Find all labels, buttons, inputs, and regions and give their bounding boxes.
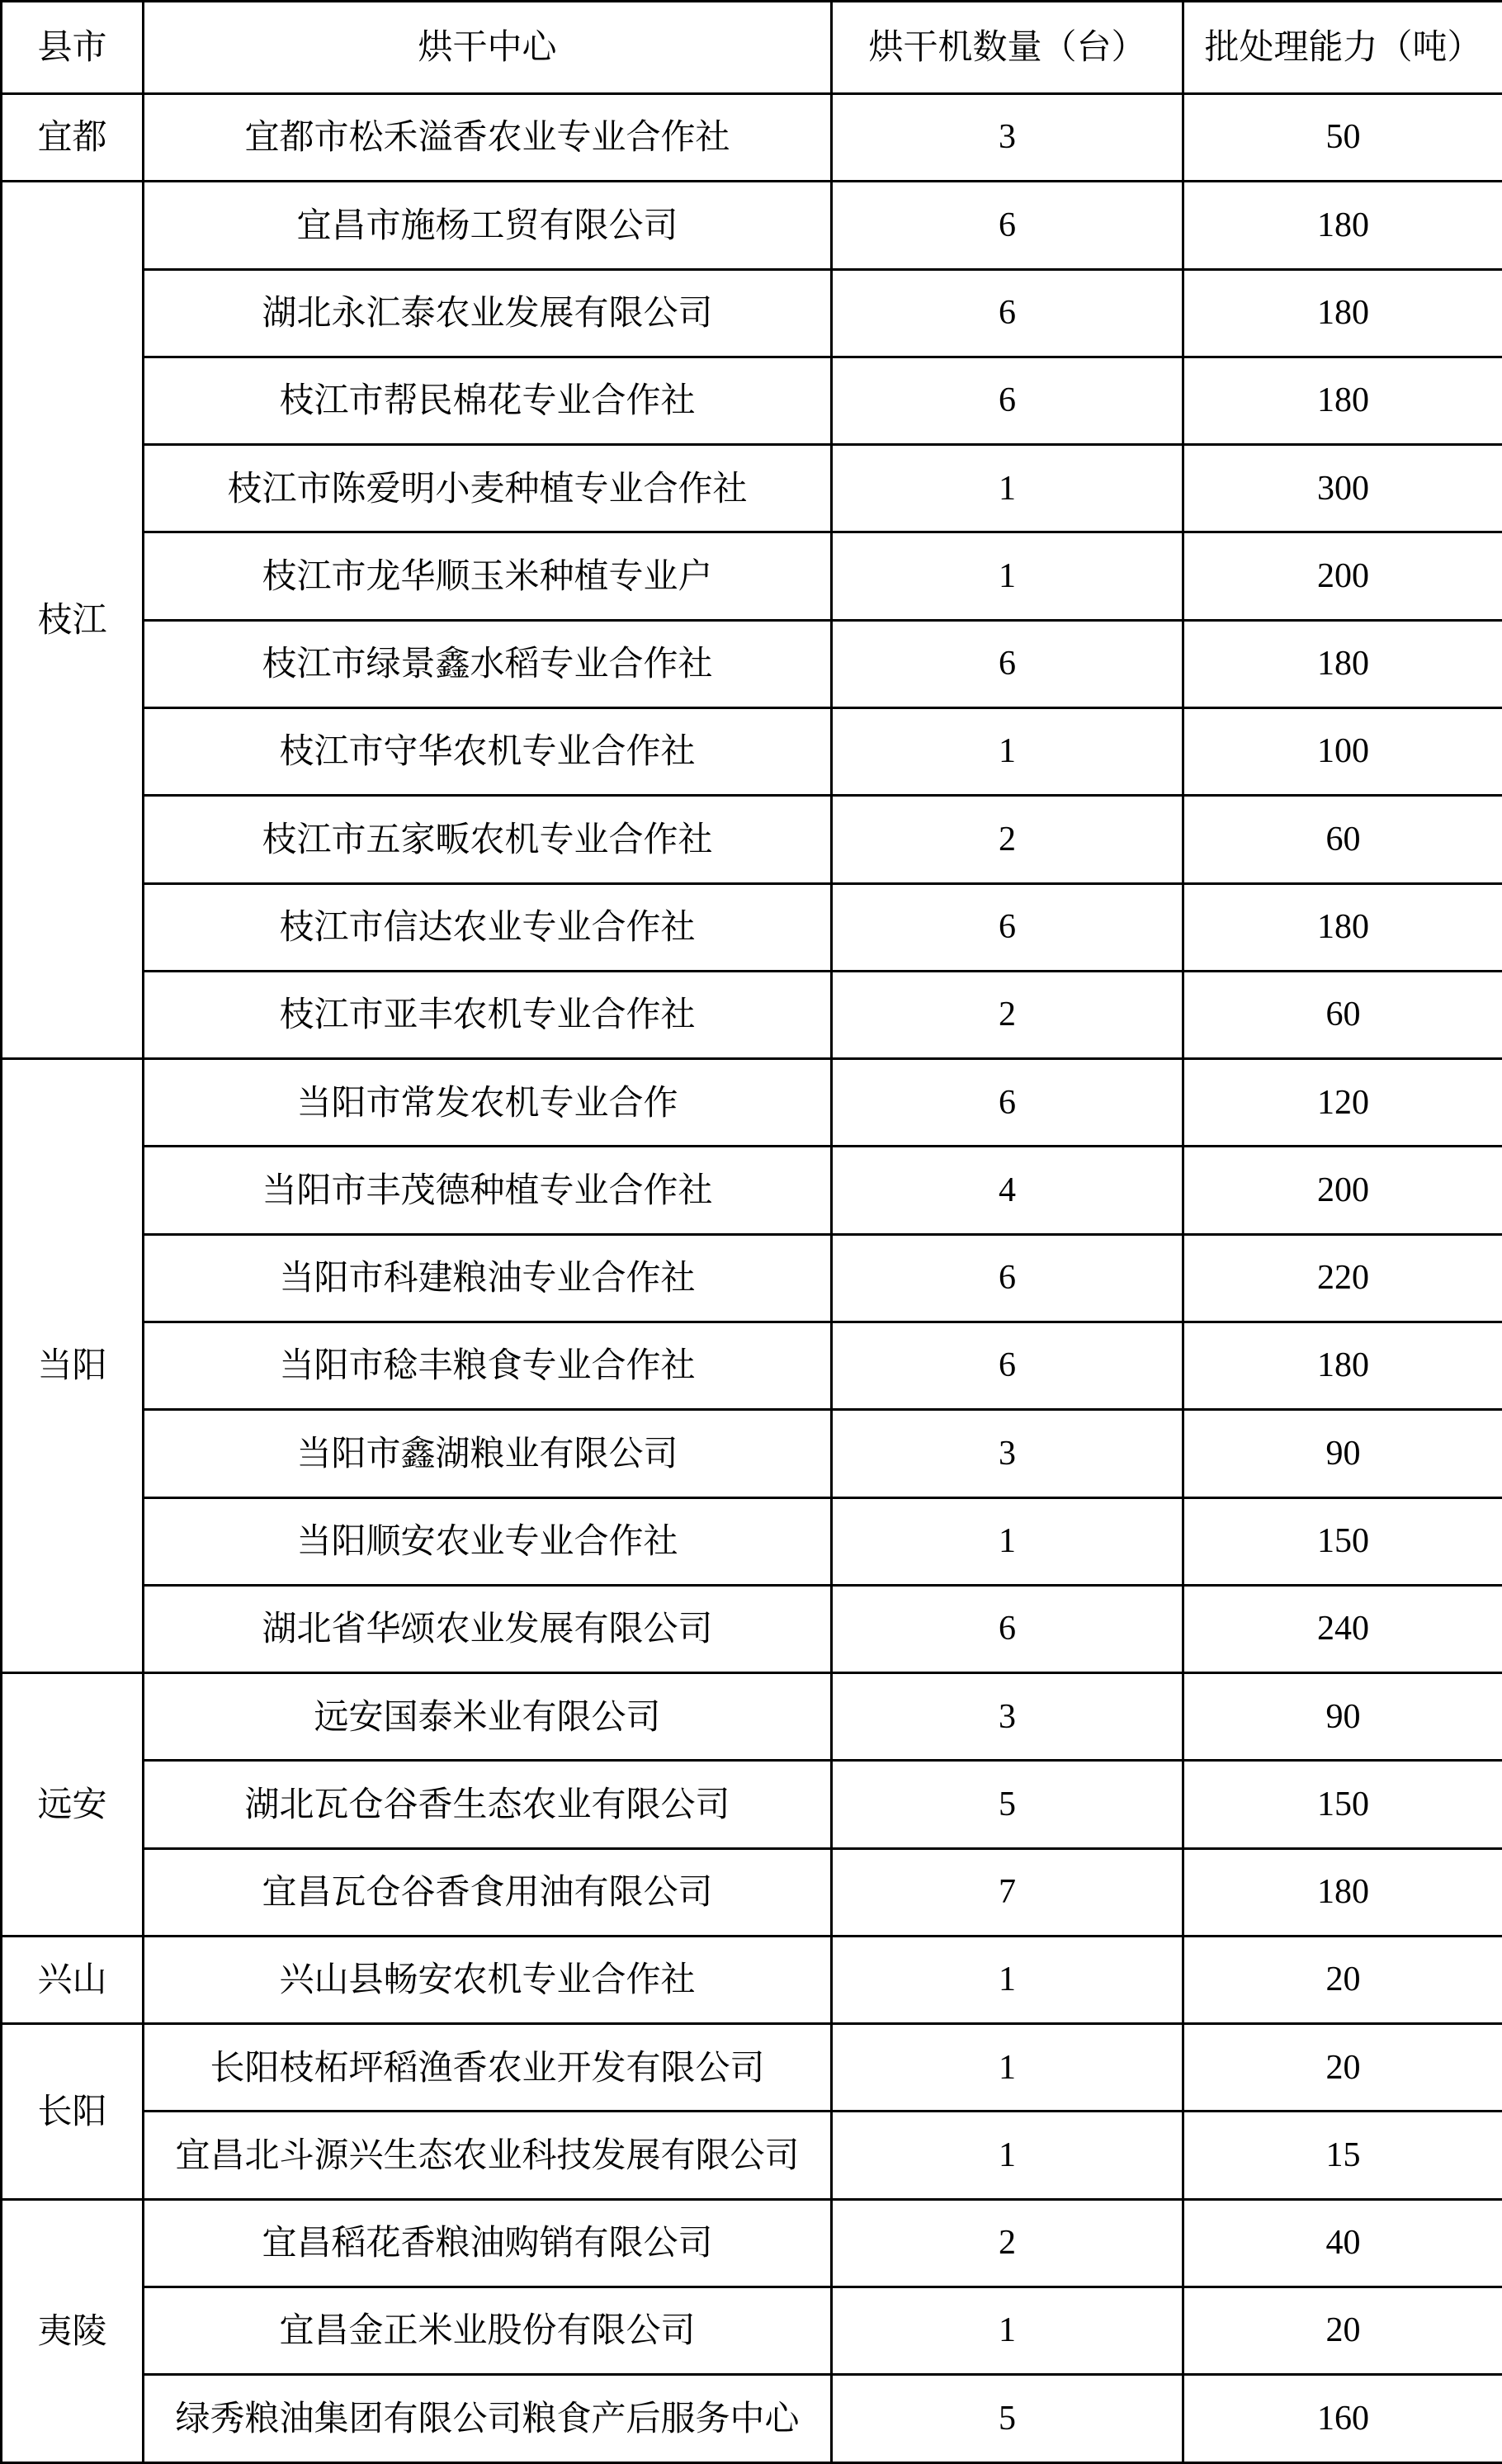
capacity-cell: 60 <box>1183 971 1502 1058</box>
table-row <box>2 182 1502 269</box>
capacity-cell: 180 <box>1183 357 1502 444</box>
capacity-cell: 20 <box>1183 2024 1502 2112</box>
capacity-cell: 100 <box>1183 707 1502 795</box>
table-row <box>2 1147 1502 1234</box>
capacity-cell: 180 <box>1183 620 1502 707</box>
dryer-count-cell: 6 <box>832 883 1183 971</box>
table-row <box>2 971 1502 1058</box>
header-row <box>2 2 1502 94</box>
center-name-cell: 宜昌瓦仓谷香食用油有限公司 <box>144 1848 832 1936</box>
center-name-cell: 宜昌稻花香粮油购销有限公司 <box>144 2199 832 2287</box>
county-cell: 长阳 <box>2 2024 144 2200</box>
table-row <box>2 796 1502 883</box>
table-header <box>2 2 1502 94</box>
dryer-count-cell: 6 <box>832 1059 1183 1147</box>
table-row <box>2 2112 1502 2199</box>
capacity-cell: 20 <box>1183 2287 1502 2375</box>
table-row <box>2 2287 1502 2375</box>
capacity-cell: 220 <box>1183 1234 1502 1322</box>
capacity-cell: 300 <box>1183 445 1502 532</box>
dryer-count-cell: 3 <box>832 1410 1183 1497</box>
capacity-cell: 200 <box>1183 1147 1502 1234</box>
dryer-count-cell: 6 <box>832 1234 1183 1322</box>
center-name-cell: 枝江市守华农机专业合作社 <box>144 707 832 795</box>
dryer-count-cell: 1 <box>832 1936 1183 2023</box>
table-row <box>2 1410 1502 1497</box>
dryer-count-cell: 1 <box>832 2024 1183 2112</box>
capacity-cell: 240 <box>1183 1585 1502 1672</box>
center-name-cell: 枝江市陈爱明小麦种植专业合作社 <box>144 445 832 532</box>
dryer-count-cell: 6 <box>832 269 1183 357</box>
center-name-cell: 当阳顺安农业专业合作社 <box>144 1497 832 1585</box>
county-cell: 远安 <box>2 1673 144 1937</box>
center-name-cell: 湖北瓦仓谷香生态农业有限公司 <box>144 1761 832 1848</box>
table-row <box>2 620 1502 707</box>
dryer-count-cell: 6 <box>832 1322 1183 1409</box>
county-cell: 夷陵 <box>2 2199 144 2462</box>
dryer-count-cell: 1 <box>832 707 1183 795</box>
dryer-count-cell: 6 <box>832 182 1183 269</box>
center-name-cell: 湖北永汇泰农业发展有限公司 <box>144 269 832 357</box>
center-name-cell: 兴山县畅安农机专业合作社 <box>144 1936 832 2023</box>
table-row <box>2 1585 1502 1672</box>
header-capacity: 批处理能力（吨） <box>1183 2 1502 94</box>
capacity-cell: 60 <box>1183 796 1502 883</box>
table-row <box>2 1497 1502 1585</box>
center-name-cell: 宜昌北斗源兴生态农业科技发展有限公司 <box>144 2112 832 2199</box>
dryer-count-cell: 2 <box>832 971 1183 1058</box>
center-name-cell: 当阳市鑫湖粮业有限公司 <box>144 1410 832 1497</box>
dryer-count-cell: 1 <box>832 1497 1183 1585</box>
table-row <box>2 1322 1502 1409</box>
capacity-cell: 120 <box>1183 1059 1502 1147</box>
center-name-cell: 长阳枝柘坪稻渔香农业开发有限公司 <box>144 2024 832 2112</box>
table-row <box>2 532 1502 620</box>
center-name-cell: 当阳市常发农机专业合作 <box>144 1059 832 1147</box>
dryer-count-cell: 3 <box>832 94 1183 182</box>
capacity-cell: 15 <box>1183 2112 1502 2199</box>
table-row <box>2 94 1502 182</box>
dryer-count-cell: 1 <box>832 445 1183 532</box>
capacity-cell: 40 <box>1183 2199 1502 2287</box>
table-row <box>2 1673 1502 1761</box>
center-name-cell: 枝江市绿景鑫水稻专业合作社 <box>144 620 832 707</box>
center-name-cell: 绿秀粮油集团有限公司粮食产后服务中心 <box>144 2375 832 2463</box>
capacity-cell: 150 <box>1183 1761 1502 1848</box>
dryer-count-cell: 2 <box>832 2199 1183 2287</box>
capacity-cell: 200 <box>1183 532 1502 620</box>
table-row <box>2 1059 1502 1147</box>
table-row <box>2 1936 1502 2023</box>
capacity-cell: 180 <box>1183 1322 1502 1409</box>
center-name-cell: 枝江市五家畈农机专业合作社 <box>144 796 832 883</box>
center-name-cell: 枝江市亚丰农机专业合作社 <box>144 971 832 1058</box>
capacity-cell: 150 <box>1183 1497 1502 1585</box>
capacity-cell: 180 <box>1183 1848 1502 1936</box>
capacity-cell: 50 <box>1183 94 1502 182</box>
header-count: 烘干机数量（台） <box>832 2 1183 94</box>
table-row <box>2 707 1502 795</box>
dryer-count-cell: 2 <box>832 796 1183 883</box>
table-row <box>2 445 1502 532</box>
dryer-count-cell: 1 <box>832 532 1183 620</box>
dryer-count-cell: 6 <box>832 1585 1183 1672</box>
dryer-count-cell: 6 <box>832 620 1183 707</box>
capacity-cell: 90 <box>1183 1410 1502 1497</box>
table-row <box>2 883 1502 971</box>
header-center: 烘干中心 <box>144 2 832 94</box>
center-name-cell: 当阳市科建粮油专业合作社 <box>144 1234 832 1322</box>
capacity-cell: 180 <box>1183 883 1502 971</box>
table-row <box>2 269 1502 357</box>
county-cell: 枝江 <box>2 182 144 1059</box>
table-body <box>2 94 1502 2463</box>
table-row <box>2 1234 1502 1322</box>
dryer-count-cell: 6 <box>832 357 1183 444</box>
dryer-count-cell: 5 <box>832 1761 1183 1848</box>
county-cell: 宜都 <box>2 94 144 182</box>
capacity-cell: 180 <box>1183 182 1502 269</box>
center-name-cell: 当阳市丰茂德种植专业合作社 <box>144 1147 832 1234</box>
center-name-cell: 枝江市帮民棉花专业合作社 <box>144 357 832 444</box>
dryer-count-cell: 7 <box>832 1848 1183 1936</box>
center-name-cell: 枝江市信达农业专业合作社 <box>144 883 832 971</box>
table-row <box>2 2375 1502 2463</box>
header-county: 县市 <box>2 2 144 94</box>
center-name-cell: 宜昌市施杨工贸有限公司 <box>144 182 832 269</box>
capacity-cell: 180 <box>1183 269 1502 357</box>
table-row <box>2 357 1502 444</box>
capacity-cell: 20 <box>1183 1936 1502 2023</box>
dryer-count-cell: 1 <box>832 2112 1183 2199</box>
dryer-count-cell: 4 <box>832 1147 1183 1234</box>
capacity-cell: 90 <box>1183 1673 1502 1761</box>
center-name-cell: 枝江市龙华顺玉米种植专业户 <box>144 532 832 620</box>
center-name-cell: 宜昌金正米业股份有限公司 <box>144 2287 832 2375</box>
center-name-cell: 湖北省华颂农业发展有限公司 <box>144 1585 832 1672</box>
capacity-cell: 160 <box>1183 2375 1502 2463</box>
table-row <box>2 1761 1502 1848</box>
county-cell: 当阳 <box>2 1059 144 1673</box>
center-name-cell: 当阳市稔丰粮食专业合作社 <box>144 1322 832 1409</box>
county-cell: 兴山 <box>2 1936 144 2023</box>
center-name-cell: 宜都市松禾溢香农业专业合作社 <box>144 94 832 182</box>
center-name-cell: 远安国泰米业有限公司 <box>144 1673 832 1761</box>
table-row <box>2 2024 1502 2112</box>
table-row <box>2 1848 1502 1936</box>
table-row <box>2 2199 1502 2287</box>
dryer-count-cell: 3 <box>832 1673 1183 1761</box>
dryer-count-cell: 5 <box>832 2375 1183 2463</box>
dryer-count-cell: 1 <box>832 2287 1183 2375</box>
